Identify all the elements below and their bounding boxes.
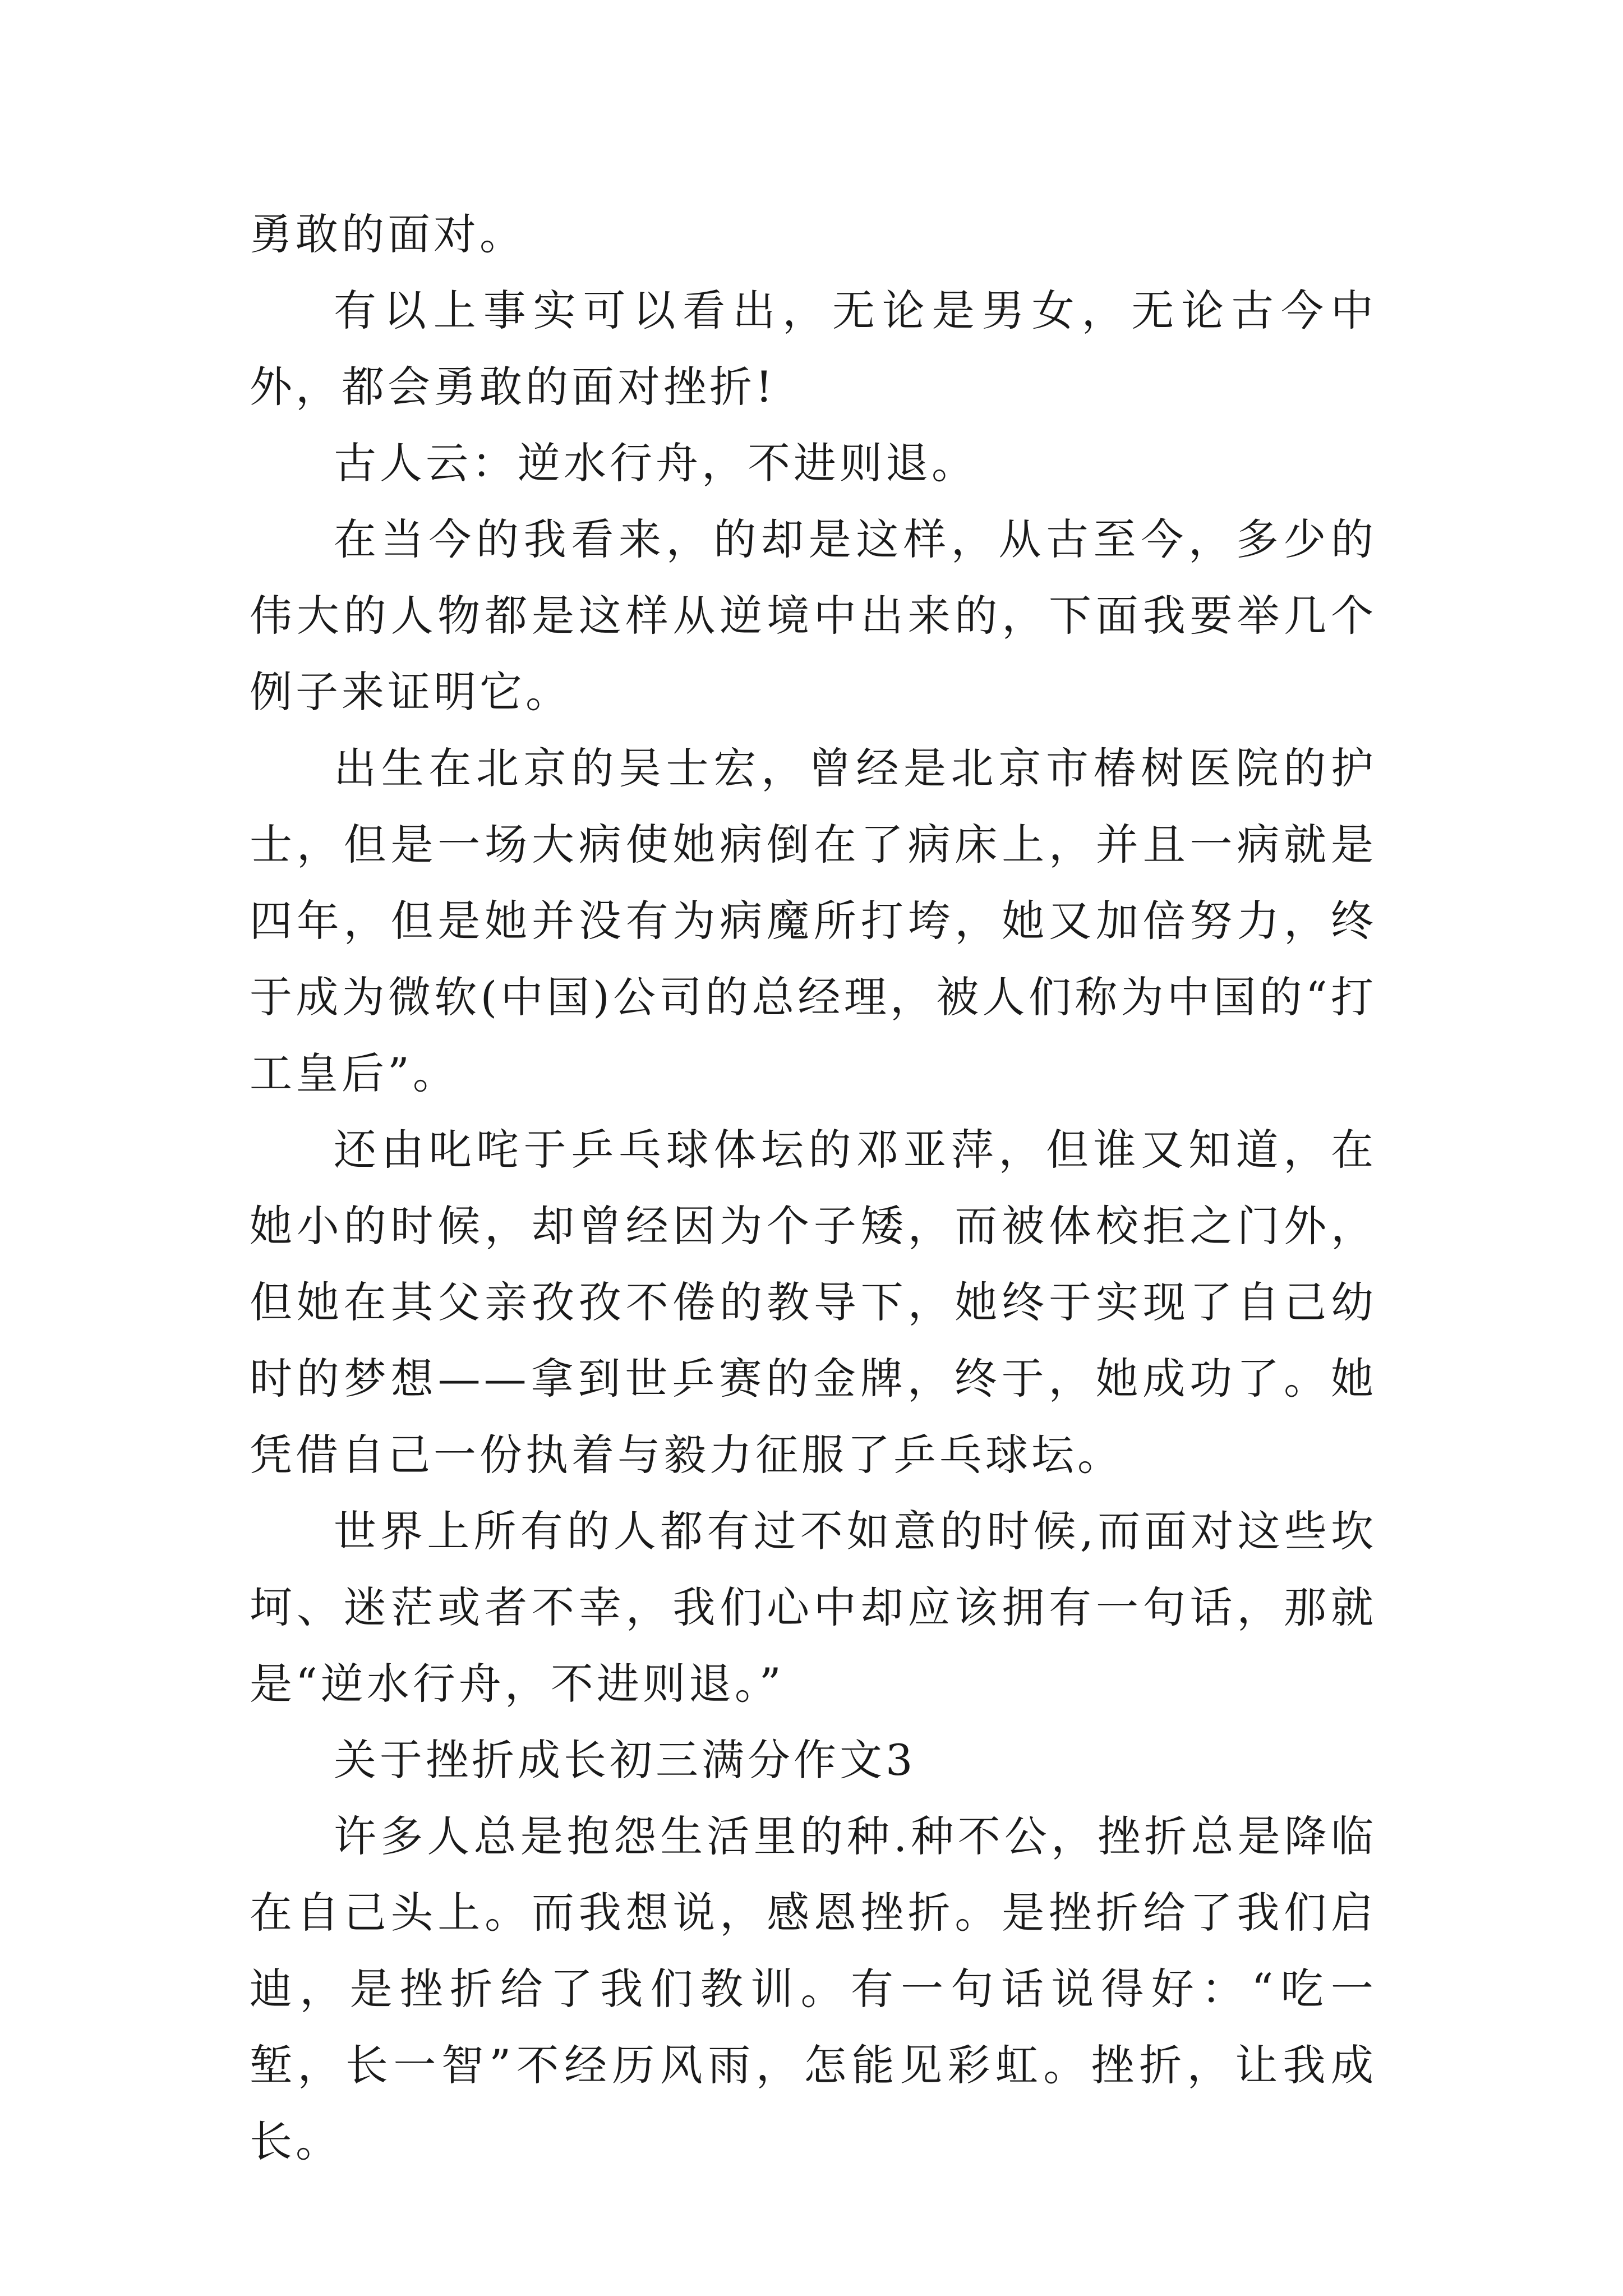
paragraph-continuation: 勇敢的面对。: [250, 209, 525, 259]
paragraph: 在当今的我看来，的却是这样，从古至今，多少的伟大的人物都是这样从逆境中出来的，下面我要举几个例子来证明它。: [250, 514, 1377, 717]
paragraph: 还由叱咤于乒乓球体坛的邓亚萍，但谁又知道，在她小的时候，却曾经因为个子矮，而被体校拒之门外，但她在其父亲孜孜不倦的教导下，她终于实现了自己幼时的梦想——拿到世乒赛的金牌，终于，她成功了。她凭借自己一份执着与毅力征服了乒乓球坛。: [250, 1125, 1377, 1480]
paragraph: 古人云：逆水行舟，不进则退。: [334, 438, 978, 488]
paragraph: 世界上所有的人都有过不如意的时候,而面对这些坎坷、迷茫或者不幸，我们心中却应该拥有一句话，那就是“逆水行舟，不进则退。”: [250, 1506, 1377, 1709]
paragraph: 许多人总是抱怨生活里的种.种不公，挫折总是降临在自己头上。而我想说，感恩挫折。是挫折给了我们启迪，是挫折给了我们教训。有一句话说得好：“吃一堑，长一智”不经历风雨，怎能见彩虹。挫折，让我成长。: [250, 1811, 1377, 2166]
section-heading: 关于挫折成长初三满分作文3: [334, 1735, 916, 1785]
paragraph: 有以上事实可以看出，无论是男女，无论古今中外，都会勇敢的面对挫折!: [250, 286, 1377, 412]
document-body: [250, 196, 1377, 2180]
paragraph: 出生在北京的吴士宏，曾经是北京市椿树医院的护士，但是一场大病使她病倒在了病床上，并且一病就是四年，但是她并没有为病魔所打垮，她又加倍努力，终于成为微软(中国)公司的总经理，被人们称为中国的“打工皇后”。: [250, 743, 1377, 1098]
